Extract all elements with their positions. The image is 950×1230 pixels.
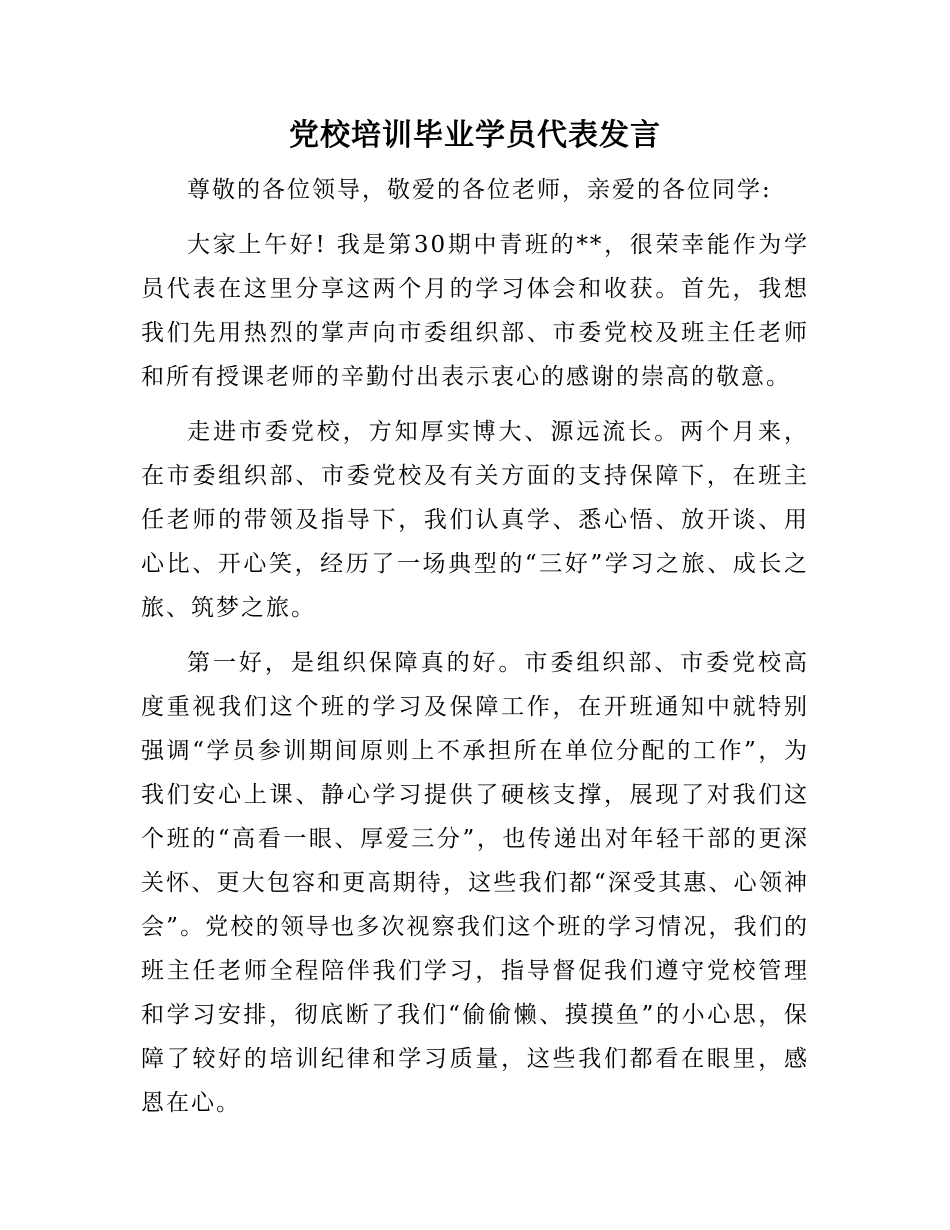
document-body [141,168,809,1136]
paragraph-overview: 走进市委党校，方知厚实博大、源远流长。两个月来，在市委组织部、市委党校及有关方面的支持保障下，在班主任老师的带领及指导下，我们认真学、悉心悟、放开谈、用心比、开心笑，经历了一场典型的“三好”学习之旅、成长之旅、筑梦之旅。 [141,419,809,621]
paragraph-greeting: 大家上午好! 我是第30期中青班的**，很荣幸能作为学员代表在这里分享这两个月的学习体会和收获。首先，我想我们先用热烈的掌声向市委组织部、市委党校及班主任老师和所有授课老师的辛勤付出表示衷心的感谢的崇高的敬意。 [141,232,809,390]
paragraph-salutation: 尊敬的各位领导，敬爱的各位老师，亲爱的各位同学: [187,177,772,203]
paragraph-first-good: 第一好，是组织保障真的好。市委组织部、市委党校高度重视我们这个班的学习及保障工作，在开班通知中就特别强调“学员参训期间原则上不承担所在单位分配的工作”，为我们安心上课、静心学习提供了硬核支撑，展现了对我们这个班的“高看一眼、厚爱三分”，也传递出对年轻干部的更深关怀、更大包容和更高期待，这些我们都“深受其惠、心领神会”。党校的领导也多次视察我们这个班的学习情况，我们的班主任老师全程陪伴我们学习，指导督促我们遵守党校管理和学习安排，彻底断了我们“偷偷懒、摸摸鱼”的小心思，保障了较好的培训纪律和学习质量，这些我们都看在眼里，感恩在心。 [141,650,809,1116]
document-title: 党校培训毕业学员代表发言 [289,118,661,153]
